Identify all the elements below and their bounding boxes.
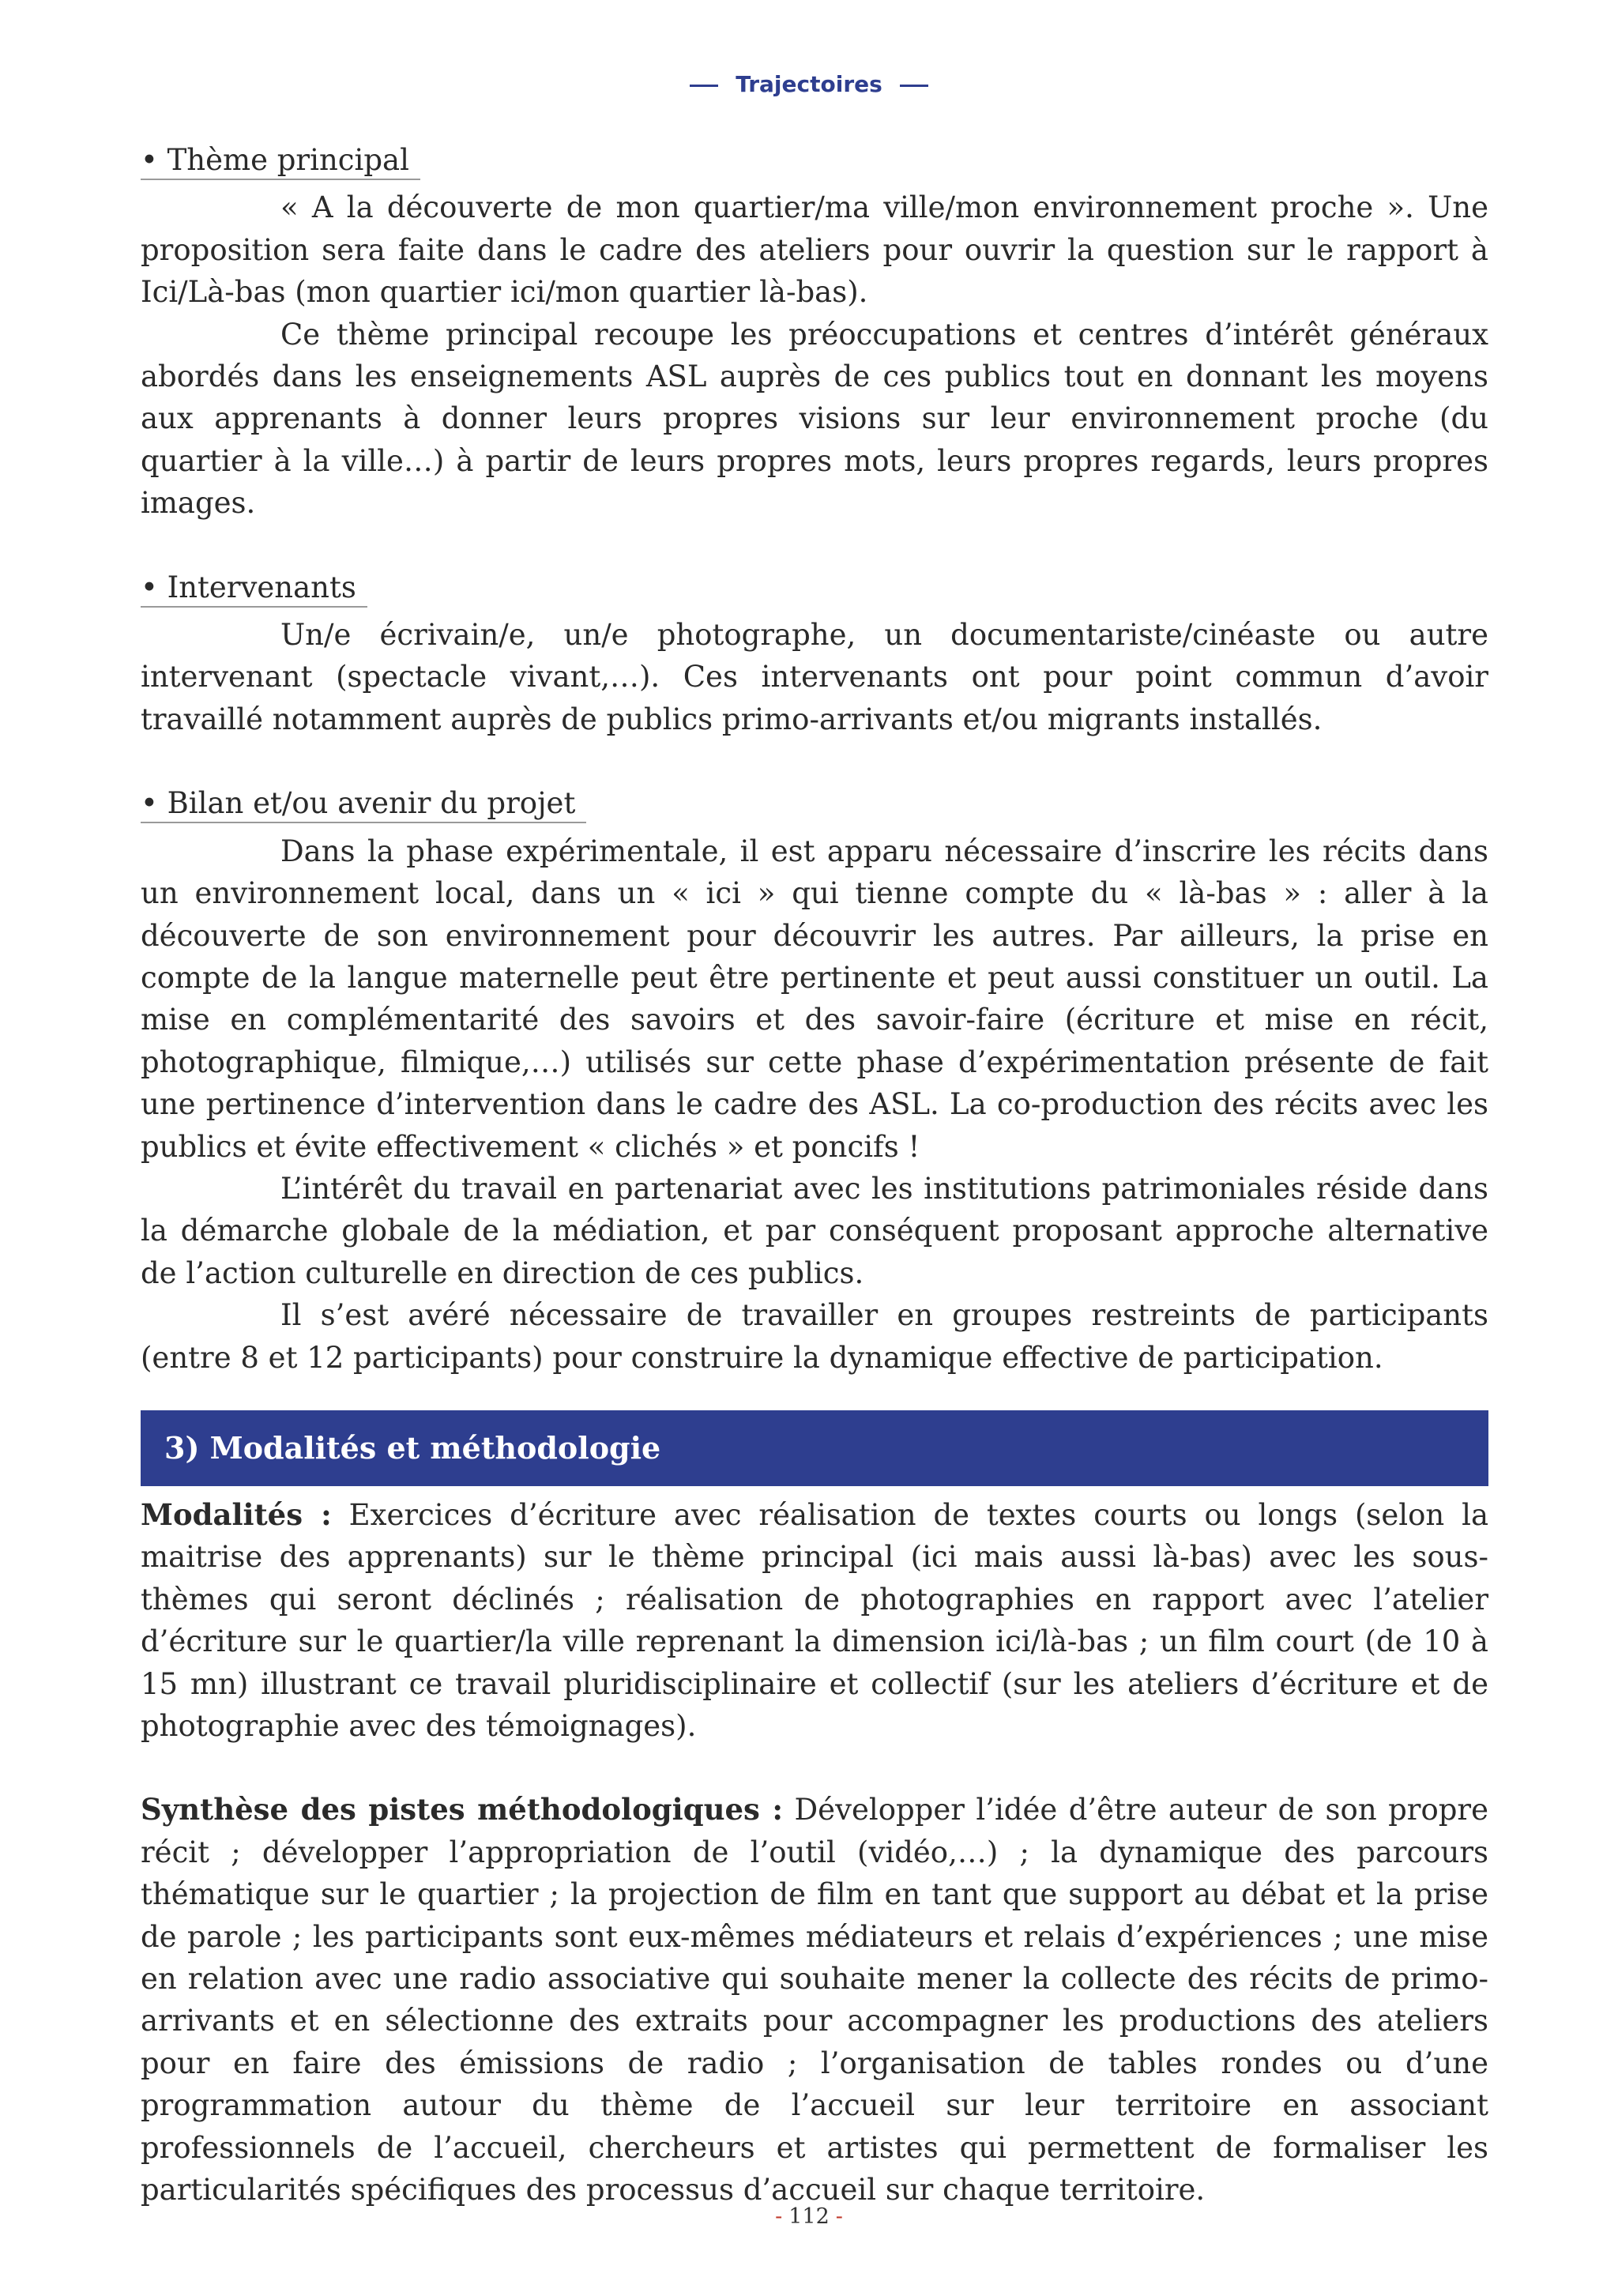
section-title-bar [141,1410,1488,1486]
paragraph: « A la découverte de mon quartier/ma ville/mon environnement proche ». Une proposition sera faite dans le cadre des ateliers pour ouvrir la question sur le rapport à Ici/Là-bas (mon quartier ici/mon quartier là-bas). [141,190,1488,310]
header-dash-right [900,85,928,87]
modalites-label: Modalités : [141,1496,332,1532]
paragraph-modalites [141,1494,1488,1747]
main-content [141,139,1488,2211]
rubric-heading-intervenants: • Intervenants [141,570,367,608]
synthese-label: Synthèse des pistes méthodologiques : [141,1792,784,1827]
paragraph: Il s’est avéré nécessaire de travailler en groupes restreints de participants (entre 8 et 12 participants) pour construire la dynamique effective de participation. [141,1298,1488,1375]
spacer [141,740,1488,782]
section-title: 3) Modalités et méthodologie [164,1430,661,1466]
paragraph: Dans la phase expérimentale, il est apparu nécessaire d’inscrire les récits dans un environnement local, dans un « ici » qui tienne compte du « là-bas » : aller à la découverte de son environnement pour découvrir les autres. Par ailleurs, la prise en compte de la langue maternelle peut être pertinente et peut aussi constituer un outil. La mise en complémentarité des savoirs et des savoir-faire (écriture et mise en récit, photographique, filmique,…) utilisés sur cette phase d’expérimentation présente de fait une pertinence d’intervention dans le cadre des ASL. La co-production des récits avec les publics et évite effectivement « clichés » et poncifs ! [141,834,1488,1164]
running-header [0,71,1618,97]
spacer [141,1747,1488,1789]
paragraph: Un/e écrivain/e, un/e photographe, un documentariste/cinéaste ou autre intervenant (spectacle vivant,…). Ces intervenants ont pour point commun d’avoir travaillé notamment auprès de publics primo-arrivants et/ou migrants installés. [141,618,1488,736]
rubric-heading-bilan: • Bilan et/ou avenir du projet [141,785,586,823]
page-number [0,2204,1618,2229]
page-number-value: 112 [788,2204,830,2229]
modalites-text: Exercices d’écriture avec réalisation de textes courts ou longs (selon la maitrise des apprenants) sur le thème principal (ici mais aussi là-bas) avec les sous-thèmes qui seront déclinés ; réalisation de photographies en rapport avec l’atelier d’écriture sur le quartier/la ville reprenant la dimension ici/là-bas ; un film court (de 10 à 15 mn) illustrant ce travail pluridisciplinaire et collectif (sur les ateliers d’écriture et de photographie avec des témoignages). [141,1497,1489,1743]
synthese-text: Développer l’idée d’être auteur de son propre récit ; développer l’appropriation de l’outil (vidéo,…) ; la dynamique des parcours thématique sur le quartier ; la projection de film en tant que support au débat et la prise de parole ; les participants sont eux-mêmes médiateurs et relais d’expériences ; une mise en relation avec une radio associative qui souhaite mener la collecte des récits de primo-arrivants et en sélectionne des extraits pour accompagner les productions des ateliers pour en faire des émissions de radio ; l’organisation de tables rondes ou d’une programmation autour du thème de l’accueil sur leur territoire en associant professionnels de l’accueil, chercheurs et artistes qui permettent de formaliser les particularités spécifiques des processus d’accueil sur chaque territoire. [141,1793,1488,2208]
rubric-heading-theme: • Thème principal [141,142,420,180]
page-number-dash-right: - [835,2204,843,2229]
rubric-bilan [141,782,1488,824]
spacer [141,525,1488,566]
page-number-dash-left: - [775,2204,783,2229]
header-dash-left [690,85,718,87]
header-title: Trajectoires [736,71,882,97]
paragraph-synthese [141,1789,1488,2211]
paragraph: Ce thème principal recoupe les préoccupations et centres d’intérêt généraux abordés dans les enseignements ASL auprès de ces publics tout en donnant les moyens aux apprenants à donner leurs propres visions sur leur environnement proche (du quartier à la ville…) à partir de leurs propres mots, leurs propres regards, leurs propres images. [141,317,1488,521]
rubric-theme [141,139,1488,181]
paragraph: L’intérêt du travail en partenariat avec les institutions patrimoniales réside dans la démarche globale de la médiation, et par conséquent proposant approche alternative de l’action culturelle en direction de ces publics. [141,1171,1488,1290]
rubric-intervenants [141,566,1488,608]
